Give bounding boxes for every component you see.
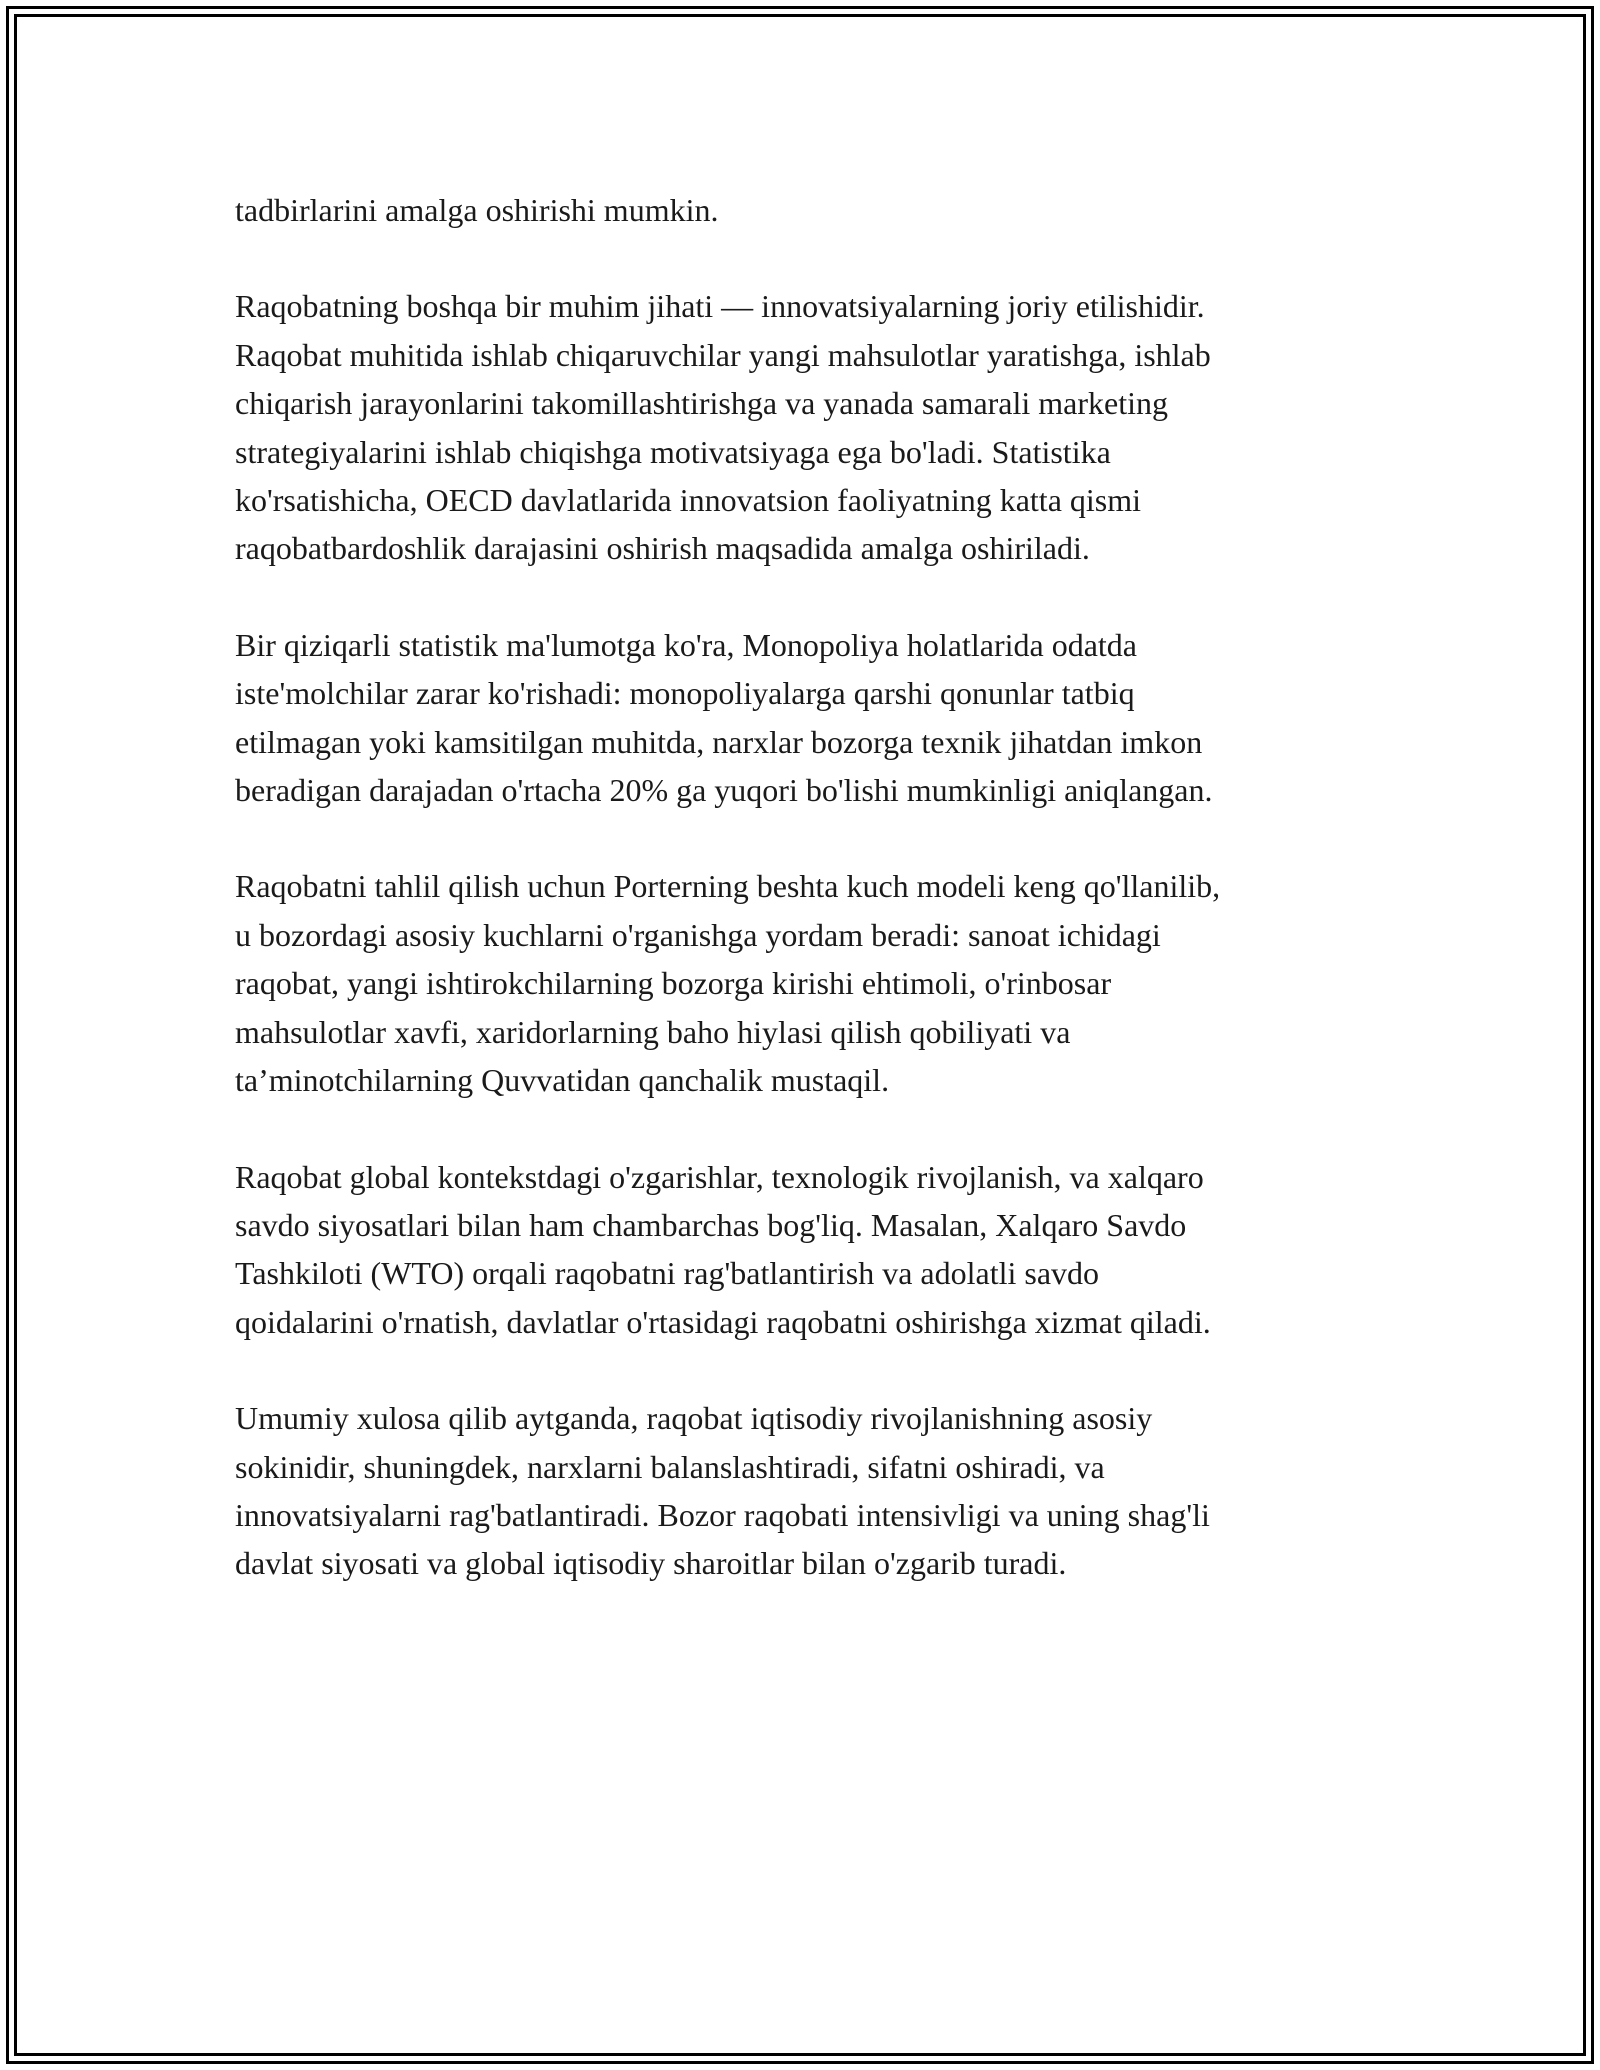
paragraph-monopoly-statistics: Bir qiziqarli statistik ma'lumotga ko'ra, Monopoliya holatlarida odatda iste'molchilar zarar ko'rishadi: monopoliyalarga qarshi qonunlar tatbiq etilmagan yoki kamsitilgan muhitda, narxlar bozorga texnik jihatdan imkon beradigan darajadan o'rtacha 20% ga yuqori bo'lishi mumkinligi aniqlangan. — [235, 626, 1213, 809]
paragraph-innovation: Raqobatning boshqa bir muhim jihati — innovatsiyalarning joriy etilishidir. Raqobat muhitida ishlab chiqaruvchilar yangi mahsulotlar yaratishga, ishlab chiqarish jarayonlarini takomillashtirishga va yanada samarali marketing strategiyalarini ishlab chiqishga motivatsiyaga ega bo'ladi. Statistika ko'rsatishicha, OECD davlatlarida innovatsion faoliyatning katta qismi raqobatbardoshlik darajasini oshirish maqsadida amalga oshiriladi. — [235, 288, 1211, 567]
paragraph-conclusion: Umumiy xulosa qilib aytganda, raqobat iqtisodiy rivojlanishning asosiy sokinidir, shuningdek, narxlarni balanslashtiradi, sifatni oshiradi, va innovatsiyalarni rag'batlantiradi. Bozor raqobati intensivligi va uning shag'li davlat siyosati va global iqtisodiy sharoitlar bilan o'zgarib turadi. — [235, 1400, 1210, 1582]
paragraph-continuation: tadbirlarini amalga oshirishi mumkin. — [235, 192, 719, 228]
document-body — [235, 186, 1375, 1636]
paragraph-global-context: Raqobat global kontekstdagi o'zgarishlar, texnologik rivojlanish, va xalqaro savdo siyosatlari bilan ham chambarchas bog'liq. Masalan, Xalqaro Savdo Tashkiloti (WTO) orqali raqobatni rag'batlantirish va adolatli savdo qoidalarini o'rnatish, davlatlar o'rtasidagi raqobatni oshirishga xizmat qiladi. — [235, 1158, 1211, 1340]
paragraph-porter-five-forces: Raqobatni tahlil qilish uchun Porterning beshta kuch modeli keng qo'llanilib, u bozordagi asosiy kuchlarni o'rganishga yordam beradi: sanoat ichidagi raqobat, yangi ishtirokchilarning bozorga kirishi ehtimoli, o'rinbosar mahsulotlar xavfi, xaridorlarning baho hiylasi qilish qobiliyati va ta’minotchilarning Quvvatidan qanchalik mustaqil. — [235, 868, 1221, 1099]
